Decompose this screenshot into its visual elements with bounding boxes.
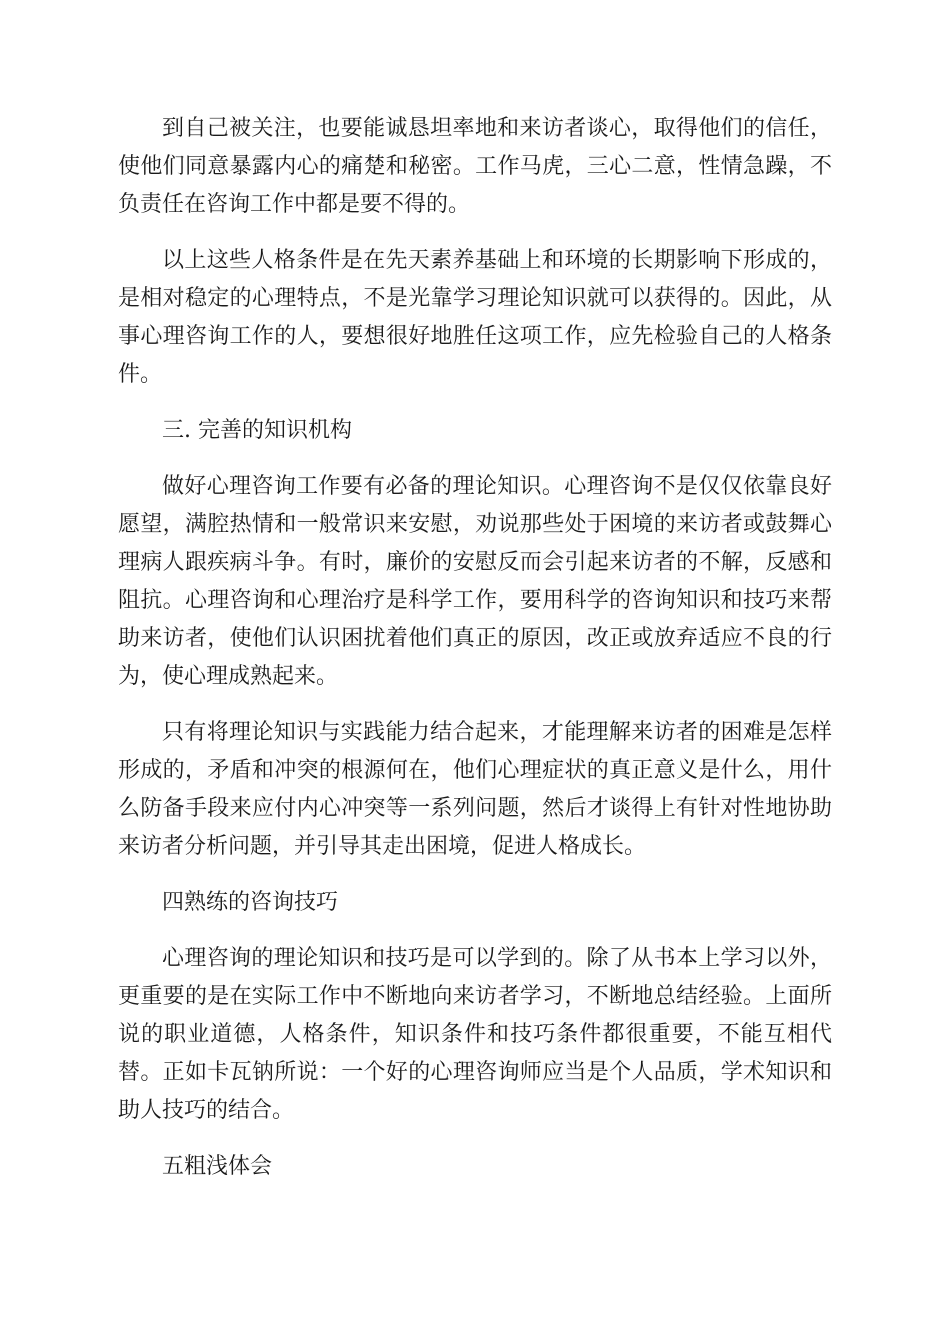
paragraph-theory-practice: 只有将理论知识与实践能力结合起来，才能理解来访者的困难是怎样形成的，矛盾和冲突的根源何在，他们心理症状的真正意义是什么，用什么防备手段来应付内心冲突等一系列问题，然后才谈得上有针对性地协助来访者分析问题，并引导其走出困境，促进人格成长。: [118, 720, 832, 859]
paragraph-personality-conditions: 以上这些人格条件是在先天素养基础上和环境的长期影响下形成的，是相对稳定的心理特点，不是光靠学习理论知识就可以获得的。因此，从事心理咨询工作的人，要想很好地胜任这项工作，应先检验自己的人格条件。: [118, 248, 832, 387]
section-heading-knowledge-structure: 三. 完善的知识机构: [162, 418, 352, 443]
document-body: [118, 110, 832, 1204]
paragraph-learning-skills: 心理咨询的理论知识和技巧是可以学到的。除了从书本上学习以外，更重要的是在实际工作中不断地向来访者学习，不断地总结经验。上面所说的职业道德，人格条件，知识条件和技巧条件都很重要，不能互相代替。正如卡瓦钠所说：一个好的心理咨询师应当是个人品质，学术知识和助人技巧的结合。: [118, 946, 832, 1123]
section-heading-counseling-skills: 四熟练的咨询技巧: [162, 890, 339, 915]
section-heading-reflections: 五粗浅体会: [162, 1154, 273, 1179]
paragraph-theoretical-knowledge: 做好心理咨询工作要有必备的理论知识。心理咨询不是仅仅依靠良好愿望，满腔热情和一般常识来安慰，劝说那些处于困境的来访者或鼓舞心理病人跟疾病斗争。有时，廉价的安慰反而会引起来访者的不解，反感和阻抗。心理咨询和心理治疗是科学工作，要用科学的咨询知识和技巧来帮助来访者，使他们认识困扰着他们真正的原因，改正或放弃适应不良的行为，使心理成熟起来。: [118, 474, 832, 689]
paragraph-counselor-sincerity: 到自己被关注，也要能诚恳坦率地和来访者谈心，取得他们的信任，使他们同意暴露内心的痛楚和秘密。工作马虎，三心二意，性情急躁，不负责任在咨询工作中都是要不得的。: [118, 116, 832, 217]
